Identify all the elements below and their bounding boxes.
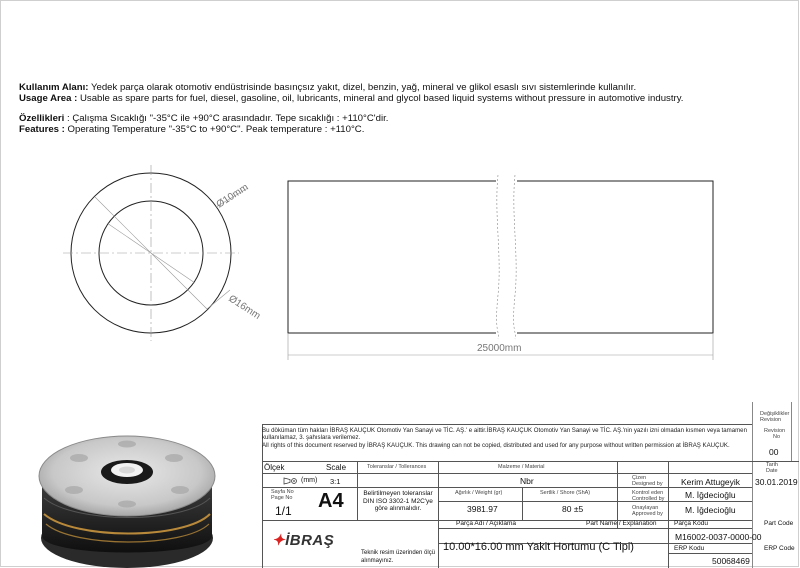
tb-line-1: [262, 461, 799, 462]
tolerance-text: Belirtilmeyen toleranslar DIN ISO 3302-1 M2C'ye göre alınmalıdır.: [363, 490, 433, 512]
approved-by-label: [632, 505, 663, 517]
controlled-en: Controlled by: [632, 496, 665, 502]
scale-tr-label: Ölçek: [264, 463, 285, 472]
weight-value: 3981.97: [467, 504, 498, 514]
page-no-label: [271, 489, 294, 501]
hardness-header: Sertlik / Shore (ShA): [540, 490, 591, 496]
outer-diameter-label: Ø16mm: [226, 293, 263, 322]
material-value: Nbr: [520, 476, 534, 486]
usage-en-text: Usable as spare parts for fuel, diesel, gasoline, oil, lubricants, mineral and glycol based liquid systems without pressure in automotive industry.: [77, 93, 684, 104]
revision-no-value: 00: [769, 447, 779, 457]
scale-value: 3:1: [330, 477, 341, 486]
date-value: 30.01.2019: [755, 477, 798, 487]
part-name-en-label: Part Name / Explanation: [586, 520, 657, 527]
unit-label: (mm): [301, 477, 318, 484]
revision-no-en: No: [773, 434, 781, 440]
erp-en-label: ERP Code: [764, 545, 795, 552]
part-code-en-label: Part Code: [764, 520, 794, 527]
tb-line-8: [668, 553, 752, 554]
tolerance-header: Toleranslar / Tollerances: [367, 464, 427, 470]
date-en: Date: [766, 468, 778, 474]
controlled-tr: Kontrol eden: [632, 490, 664, 496]
revision-no-label: [764, 428, 785, 440]
scale-en-label: Scale: [326, 463, 347, 472]
designed-by-value: Kerim Attugeyik: [681, 477, 741, 487]
legal-text-en: All rights of this document reserved by İBRAŞ KAUÇUK. This drawing can not be copied, distributed and used for any purpose without written permission at İBRAŞ KAUÇUK.: [262, 441, 730, 449]
date-tr: Tarih: [766, 462, 778, 468]
controlled-by-value: M. İğdecioğlu: [685, 490, 736, 500]
company-logo: [272, 531, 334, 549]
page-no-en: Page No: [271, 495, 293, 501]
controlled-by-label: [632, 490, 664, 502]
paper-size: A4: [318, 490, 344, 512]
page-no-value: 1/1: [275, 504, 292, 518]
logo-text: İBRAŞ: [285, 532, 335, 549]
approved-by-value: M. İğdecioğlu: [685, 505, 736, 515]
usage-en-label: Usage Area :: [19, 93, 78, 104]
tb-v-names: [668, 461, 669, 568]
part-code-tr-label: Parça Kodu: [674, 520, 708, 527]
features-en-text: Operating Temperature "-35°C to +90°C". Peak temperature : +110°C.: [64, 124, 365, 135]
designed-tr: Çizen: [632, 475, 647, 481]
revision-no-tr: Revision: [764, 428, 786, 434]
erp-value: 50068469: [712, 556, 750, 566]
hardness-value: 80 ±5: [562, 504, 584, 514]
revisions-tr: Değişiklikler: [760, 411, 790, 417]
revisions-en: Revision: [760, 417, 782, 423]
part-name-value: 10.00*16.00 mm Yakit Hortumu (C Tipi): [443, 541, 634, 553]
tb-top-line: [262, 424, 752, 425]
usage-tr-text: Yedek parça olarak otomotiv endüstrisinde basınçsız yakıt, dizel, benzin, yağ, mineral ve glikol esaslı sıvı sistemlerinde kullanılır.: [88, 82, 637, 93]
weight-header: Ağırlık / Weight (gr): [455, 490, 503, 496]
length-label: 25000mm: [477, 343, 522, 354]
tb-v-scale: [357, 461, 358, 520]
tb-v-material: [617, 461, 618, 528]
projection-symbol-icon: [283, 476, 297, 486]
hose-reel-photo: [34, 428, 220, 568]
legal-notice: [262, 427, 752, 449]
page-no-tr: Sayfa No: [271, 489, 294, 495]
features-tr-label: Özellikleri: [19, 113, 65, 124]
footer-note: Teknik resim üzerinden ölçü alınmayınız.: [361, 550, 436, 564]
part-code-value: M16002-0037-0000-00: [675, 532, 762, 542]
tb-line-3: [262, 487, 752, 488]
tb-line-6: [438, 528, 752, 529]
part-name-tr-label: Parça Adı / Açıklama: [456, 520, 516, 527]
features-tr-text: : Çalışma Sıcaklığı "-35°C ile +90°C arasındadır. Tepe sıcaklığı : +110°C'dir.: [64, 113, 389, 124]
approved-en: Approved by: [632, 511, 663, 517]
material-header: Malzeme / Material: [498, 464, 545, 470]
legal-text-tr: Bu döküman tüm hakları İBRAŞ KAUÇUK Otomotiv Yan Sanayi ve TİC. AŞ.' e aittir.İBRAŞ KAUÇUK Otomotiv Yan Sanayi ve TİC. AŞ.'nin yazılı izni olmadan kısmen veya tamamen kullanılamaz, 3. şahıslara verilemez.: [262, 427, 747, 442]
revision-column-divider: [752, 402, 753, 568]
designed-by-label: [632, 475, 663, 487]
tb-v-weight: [522, 487, 523, 520]
revision-column-right: [791, 402, 792, 462]
date-label: [766, 462, 778, 474]
approved-tr: Onaylayan: [632, 505, 659, 511]
logo-mark-icon: ✦: [272, 532, 286, 549]
features-en-label: Features :: [19, 124, 65, 135]
inner-diameter-label: Ø10mm: [214, 181, 251, 211]
revisions-label: [760, 411, 789, 423]
usage-tr-label: Kullanım Alanı:: [19, 82, 89, 93]
tb-line-2: [262, 473, 752, 474]
designed-en: Designed by: [632, 481, 663, 487]
outer-diameter-extension: [207, 290, 230, 309]
erp-tr-label: ERP Kodu: [674, 545, 705, 552]
tb-line-4: [438, 501, 752, 502]
